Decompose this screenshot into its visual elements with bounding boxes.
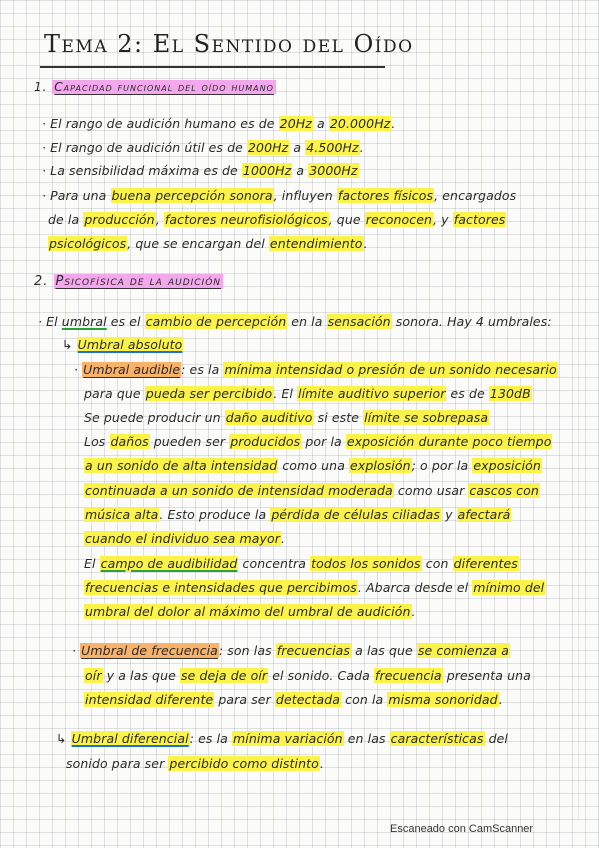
highlight: pueda ser percibido [145, 386, 273, 401]
highlight: mínima intensidad o presión de un sonido necesario [224, 362, 557, 377]
highlight: 3000Hz [309, 163, 358, 178]
text: , [155, 212, 164, 227]
text: para que [84, 386, 145, 401]
highlight: frecuencias e intensidades que percibimos [85, 580, 357, 595]
highlight: sensación [327, 314, 391, 329]
text: produce la [198, 507, 271, 522]
section2-heading [34, 274, 223, 289]
text: con la [341, 692, 388, 707]
text: · El [42, 140, 66, 155]
highlight: límite se sobrepasa [364, 410, 489, 425]
section1-number: 1. [34, 80, 48, 94]
s2-line-7 [84, 458, 542, 473]
text: sonido para ser [66, 756, 169, 771]
text: del [484, 731, 508, 746]
s2-line-11 [84, 556, 519, 571]
text: a [312, 116, 329, 131]
highlight: exposición durante poco tiempo [346, 434, 552, 449]
text: a [289, 140, 306, 155]
text: ; o por la [411, 458, 473, 473]
text: concentra [238, 556, 311, 571]
s2-line-1 [38, 314, 552, 329]
highlight: límite auditivo superior [298, 386, 446, 401]
s2-line-15 [84, 668, 531, 683]
text: . [411, 604, 416, 619]
text: · [72, 643, 81, 658]
highlight: buena percepción sonora [111, 188, 273, 203]
text: y a las que [102, 668, 180, 683]
section1-title: Capacidad funcional del oído humano [54, 80, 274, 94]
highlight: cascos con [469, 483, 539, 498]
highlight: producción [84, 212, 155, 227]
highlight: a un sonido de alta intensidad [85, 458, 278, 473]
highlight: continuada a un sonido de intensidad moderada [85, 483, 393, 498]
page-title: Tema 2: El Sentido del Oído [44, 30, 414, 58]
title-underline [40, 66, 385, 68]
s2-line-3 [74, 362, 558, 377]
text: . [319, 756, 324, 771]
text: pueden ser [149, 434, 230, 449]
highlight: pérdida de células ciliadas [271, 507, 440, 522]
s2-line-12 [84, 580, 545, 595]
highlight: Umbral diferencial [71, 731, 189, 746]
s1-line-6 [48, 236, 368, 251]
highlight: se comienza a [417, 643, 510, 658]
text: en la [287, 314, 327, 329]
highlight: Umbral absoluto [77, 337, 183, 352]
text: es de [204, 140, 247, 155]
text: es el [106, 314, 145, 329]
s2-line-10 [84, 531, 285, 546]
highlight: Umbral de frecuencia [81, 643, 218, 658]
highlight: 1000Hz [242, 163, 292, 178]
text: por la [301, 434, 346, 449]
text: de la [48, 212, 84, 227]
highlight: 200Hz [247, 140, 289, 155]
text: Los [84, 434, 110, 449]
text: presenta una [442, 668, 531, 683]
highlight: factores [453, 212, 506, 227]
highlight: campo de audibilidad [100, 556, 238, 571]
s2-line-14 [72, 643, 510, 658]
highlight: cambio de percepción [145, 314, 287, 329]
text: rango de audición útil [65, 140, 205, 155]
s2-line-2 [62, 337, 183, 352]
highlight: se deja de oír [180, 668, 268, 683]
highlight: música alta [85, 507, 159, 522]
text: si este [313, 410, 364, 425]
highlight: reconocen [365, 212, 433, 227]
highlight: explosión [350, 458, 411, 473]
section2-title: Psicofísica de la audición [55, 274, 222, 289]
highlight: características [390, 731, 484, 746]
page-fold [578, 0, 579, 820]
text: , influyen [273, 188, 337, 203]
text: . Esto [159, 507, 199, 522]
highlight: Umbral audible [83, 362, 181, 377]
highlight: oír [85, 668, 102, 683]
s1-line-4 [42, 188, 516, 203]
s1-line-2 [42, 140, 364, 155]
text: · La [42, 163, 70, 178]
text: · Para una [42, 188, 111, 203]
highlight: percibido como distinto [169, 756, 319, 771]
text: · El [38, 314, 62, 329]
text: . [391, 116, 396, 131]
highlight: 4.500Hz [306, 140, 359, 155]
text: · [74, 362, 83, 377]
highlight: todos los sonidos [311, 556, 421, 571]
text: Se puede producir un [84, 410, 225, 425]
text: en las [343, 731, 390, 746]
s1-line-5 [48, 212, 506, 227]
text: . [363, 236, 368, 251]
highlight: daño auditivo [225, 410, 313, 425]
s2-line-17 [56, 731, 508, 746]
text: a [292, 163, 309, 178]
text: . Abarca desde el [357, 580, 473, 595]
text: sonora. Hay 4 umbrales: [391, 314, 552, 329]
text: : es la [189, 731, 232, 746]
text: El [84, 556, 100, 571]
highlight: psicológicos [49, 236, 127, 251]
highlight: producidos [230, 434, 301, 449]
text: como una [278, 458, 350, 473]
text: , y [433, 212, 453, 227]
s2-line-9 [84, 507, 511, 522]
text: . [498, 692, 503, 707]
highlight: entendimiento [269, 236, 363, 251]
s2-line-8 [84, 483, 540, 498]
text: ↳ [62, 337, 77, 352]
s2-line-4 [84, 386, 532, 401]
highlight: afectará [457, 507, 511, 522]
text: el sonido. Cada [268, 668, 375, 683]
highlight: umbral del dolor al máximo del umbral de audición [85, 604, 411, 619]
text: : es la [181, 362, 224, 377]
highlight: frecuencia [375, 668, 442, 683]
section1-heading [34, 80, 276, 94]
text: es de [236, 116, 279, 131]
s2-line-5 [84, 410, 489, 425]
text: rango de audición humano [65, 116, 237, 131]
highlight: daños [110, 434, 149, 449]
highlight: mínimo del [473, 580, 545, 595]
highlight: 20Hz [279, 116, 312, 131]
text: . [280, 531, 286, 546]
highlight: factores neurofisiológicos [164, 212, 328, 227]
text: como usar [393, 483, 469, 498]
text: para ser [214, 692, 275, 707]
section2-number: 2. [34, 274, 49, 289]
highlight: cuando el individuo sea mayor [85, 531, 280, 546]
scanner-watermark: Escaneado con CamScanner [390, 823, 534, 835]
highlight: 20.000Hz [329, 116, 391, 131]
s1-line-3 [42, 163, 359, 178]
underline: umbral [61, 314, 107, 329]
text: , encargados [434, 188, 517, 203]
text: sensibilidad máxima [69, 163, 200, 178]
s2-line-18 [66, 756, 324, 771]
text: , que se encargan del [127, 236, 269, 251]
highlight: misma sonoridad [388, 692, 498, 707]
s2-line-6 [84, 434, 552, 449]
text: . [359, 140, 364, 155]
highlight: 130dB [489, 386, 531, 401]
text: · El [42, 116, 66, 131]
text: es de [199, 163, 242, 178]
text: . El [273, 386, 298, 401]
highlight: diferentes [453, 556, 518, 571]
text: a las que [351, 643, 417, 658]
s2-line-13 [84, 604, 416, 619]
highlight: detectada [275, 692, 341, 707]
s1-line-1 [42, 116, 395, 131]
highlight: mínima variación [232, 731, 343, 746]
text: ↳ [56, 731, 71, 746]
highlight: exposición [473, 458, 541, 473]
text: es de [446, 386, 489, 401]
highlight: intensidad diferente [85, 692, 214, 707]
text: , que [328, 212, 365, 227]
s2-line-16 [84, 692, 503, 707]
highlight: factores físicos [337, 188, 434, 203]
text: : son las [218, 643, 276, 658]
text: y [441, 507, 457, 522]
text: con [421, 556, 453, 571]
highlight: frecuencias [276, 643, 351, 658]
